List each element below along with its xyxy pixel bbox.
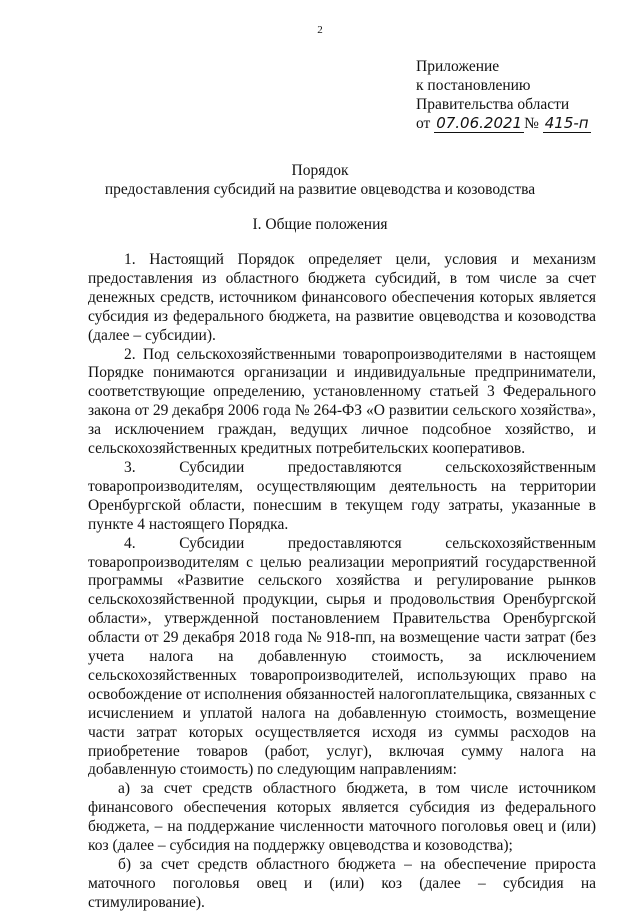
section-heading: I. Общие положения — [252, 216, 388, 233]
appendix-line-2: к постановлению — [416, 77, 531, 94]
document-subtitle: предоставления субсидий на развитие овцеводства и козоводства — [104, 181, 536, 198]
subparagraph-b: б) за счет средств областного бюджета – на обеспечение прироста маточного поголовья овец и (или) коз (далее – субсидия на стимулирование). — [88, 856, 596, 911]
paragraph-4: 4. Субсидии предоставляются сельскохозяйственным товаропроизводителям с целью реализации мероприятий государственной программы «Развитие сельского хозяйства и регулирование рынков сельскохозяйственной продукции, сырья и продовольствия Оренбургской области», утвержденной постановлением Правительства Оренбургской области от 29 декабря 2018 года № 918-пп, на возмещение части затрат (без учета налога на добавленную стоимость, за исключением сельскохозяйственных товаропроизводителей, использующих право на освобождение от исполнения обязанностей налогоплательщика, связанных с исчислением и уплатой налога на добавленную стоимость, возмещение части затрат которых осуществляется исходя из суммы расходов на приобретение товаров (работ, услуг), включая сумму налога на добавленную стоимость) по следующим направлениям: — [88, 534, 596, 779]
number-sign: № — [524, 115, 539, 132]
appendix-line-3: Правительства области — [416, 96, 570, 113]
handwritten-number: 415-п — [544, 114, 589, 132]
appendix-block — [416, 57, 591, 133]
appendix-line-1: Приложение — [416, 58, 500, 75]
page-number: 2 — [317, 24, 323, 36]
document-title: Порядок — [291, 162, 349, 179]
document-body — [88, 251, 596, 913]
date-prefix: от — [416, 115, 431, 132]
subparagraph-a: а) за счет средств областного бюджета, в том числе источником финансового обеспечения которых является субсидия из федерального бюджета, – на поддержание численности маточного поголовья овец и (или) коз (далее – субсидия на поддержку овцеводства и козоводства); — [88, 780, 596, 855]
paragraph-3: 3. Субсидии предоставляются сельскохозяйственным товаропроизводителям, осуществляющим деятельность на территории Оренбургской области, понесшим в текущем году затраты, указанные в пункте 4 настоящего Порядка. — [88, 458, 596, 533]
handwritten-date: 07.06.2021 — [436, 114, 523, 132]
appendix-date-line — [416, 114, 591, 133]
paragraph-2: 2. Под сельскохозяйственными товаропроизводителями в настоящем Порядке понимаются организации и индивидуальные предприниматели, соответствующие определению, установленному статьей 3 Федерального закона от 29 декабря 2006 года № 264-ФЗ «О развитии сельского хозяйства», за исключением граждан, ведущих личное подсобное хозяйство, и сельскохозяйственных кредитных потребительских кооперативов. — [88, 345, 596, 458]
paragraph-1: 1. Настоящий Порядок определяет цели, условия и механизм предоставления из областного бюджета субсидий, в том числе за счет денежных средств, источником финансового обеспечения которых является субсидия из федерального бюджета, на развитие овцеводства и козоводства (далее – субсидии). — [88, 251, 596, 344]
